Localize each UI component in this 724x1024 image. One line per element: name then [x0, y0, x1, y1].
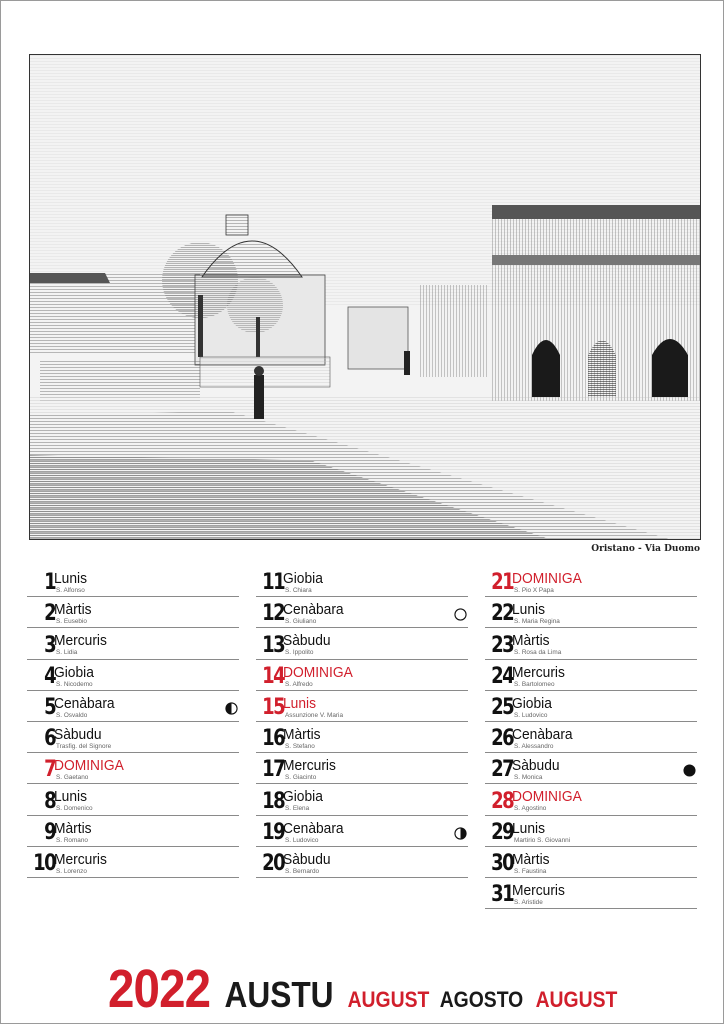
weekday-name: Mercuris [54, 632, 107, 650]
month-label-sardinian: AUSTU [224, 974, 334, 1015]
saint-name: S. Eusebio [56, 618, 87, 626]
weekday-name: Lunis [283, 694, 316, 712]
saint-name: S. Ludovico [514, 711, 548, 719]
saint-name: S. Alessandro [514, 742, 554, 750]
weekday-name: Lunis [54, 788, 87, 806]
weekday-name: Mercuris [283, 757, 336, 775]
weekday-name: DOMINIGA [283, 663, 353, 681]
day-number: 10 [33, 850, 55, 876]
weekday-name: Màrtis [54, 819, 92, 837]
day-number: 11 [262, 570, 284, 596]
day-row [256, 628, 468, 659]
weekday-name: Màrtis [512, 632, 550, 650]
day-number: 19 [262, 819, 284, 845]
year-label: 2022 [108, 959, 211, 1019]
day-row [485, 660, 697, 691]
day-row [485, 816, 697, 847]
weekday-name: Mercuris [512, 881, 565, 899]
photo-caption: Oristano - Via Duomo [591, 544, 700, 554]
weekday-name: Giobia [283, 788, 323, 806]
day-row [485, 847, 697, 878]
weekday-name: Màrtis [512, 850, 550, 868]
weekday-name: Sàbudu [54, 725, 102, 743]
day-number: 2 [44, 601, 55, 627]
day-number: 20 [262, 850, 284, 876]
day-number: 31 [491, 882, 513, 908]
saint-name: S. Lidia [56, 649, 78, 657]
weekday-name: Giobia [283, 570, 323, 587]
day-number: 6 [44, 726, 55, 752]
weekday-name: DOMINIGA [512, 788, 582, 806]
day-row [485, 628, 697, 659]
day-row [256, 660, 468, 691]
saint-name: S. Bartolomeo [514, 680, 555, 688]
weekday-name: Giobia [54, 663, 94, 681]
day-number: 1 [44, 570, 55, 596]
weekday-name: DOMINIGA [512, 570, 582, 587]
day-number: 30 [491, 850, 513, 876]
day-number: 25 [491, 694, 513, 720]
engraving-illustration [29, 54, 701, 540]
weekday-name: Mercuris [512, 663, 565, 681]
day-number: 16 [262, 726, 284, 752]
day-number: 26 [491, 726, 513, 752]
month-title [0, 958, 724, 1020]
day-column-3 [485, 566, 697, 909]
weekday-name: Lunis [512, 819, 545, 837]
day-number: 22 [491, 601, 513, 627]
day-number: 24 [491, 663, 513, 689]
day-number: 12 [262, 601, 284, 627]
weekday-name: Mercuris [54, 850, 107, 868]
day-row [256, 847, 468, 878]
saint-name: S. Agostino [514, 805, 547, 813]
month-label-german: AUGUST [535, 987, 618, 1012]
weekday-name: Giobia [512, 694, 552, 712]
saint-name: S. Osvaldo [56, 711, 88, 719]
saint-name: S. Giacinto [285, 774, 317, 782]
saint-name: S. Ippolito [285, 649, 314, 657]
day-row [27, 847, 239, 878]
month-label-english: AUGUST [347, 987, 430, 1012]
saint-name: S. Maria Regina [514, 618, 560, 626]
saint-name: S. Pio X Papa [514, 587, 554, 594]
saint-name: S. Giuliano [285, 618, 317, 626]
month-label-italian: AGOSTO [439, 987, 523, 1012]
day-row [485, 753, 697, 784]
day-row [27, 597, 239, 628]
weekday-name: Lunis [512, 601, 545, 619]
saint-name: S. Ludovico [285, 836, 319, 844]
day-number: 17 [262, 757, 284, 783]
weekday-name: Cenàbara [512, 725, 573, 743]
saint-name: S. Aristide [514, 898, 543, 906]
saint-name: S. Domenico [56, 805, 93, 813]
day-row [485, 566, 697, 597]
weekday-name: Màrtis [54, 601, 92, 619]
saint-name: S. Romano [56, 836, 88, 844]
day-row [485, 597, 697, 628]
day-number: 7 [44, 757, 55, 783]
day-row [27, 722, 239, 753]
day-row [27, 784, 239, 815]
day-number: 29 [491, 819, 513, 845]
day-number: 8 [44, 788, 55, 814]
day-row [485, 878, 697, 909]
day-number: 28 [491, 788, 513, 814]
day-row [485, 691, 697, 722]
saint-name: S. Rosa da Lima [514, 649, 562, 657]
day-number: 15 [262, 694, 284, 720]
day-number: 18 [262, 788, 284, 814]
saint-name: S. Alfredo [285, 680, 313, 688]
new-moon-icon [683, 762, 696, 775]
day-row [256, 691, 468, 722]
saint-name: S. Elena [285, 805, 310, 813]
last-quarter-moon-icon [454, 825, 467, 838]
weekday-name: Sàbudu [283, 632, 331, 650]
saint-name: S. Nicodemo [56, 680, 93, 688]
saint-name: Trasfig. del Signore [56, 742, 112, 750]
day-row [256, 597, 468, 628]
day-number: 4 [44, 663, 55, 689]
full-moon-icon [454, 606, 467, 619]
weekday-name: DOMINIGA [54, 757, 124, 775]
day-row [27, 660, 239, 691]
day-number: 21 [491, 570, 513, 596]
day-number: 27 [491, 757, 513, 783]
day-row [256, 753, 468, 784]
saint-name: Assunzione V. Maria [285, 711, 344, 719]
day-row [27, 816, 239, 847]
saint-name: S. Monica [514, 774, 543, 782]
day-row [27, 566, 239, 597]
day-row [27, 691, 239, 722]
day-number: 9 [44, 819, 55, 845]
day-row [256, 566, 468, 597]
saint-name: S. Bernardo [285, 867, 320, 875]
day-row [256, 784, 468, 815]
day-number: 5 [44, 694, 55, 720]
weekday-name: Sàbudu [512, 757, 560, 775]
weekday-name: Lunis [54, 570, 87, 587]
day-number: 23 [491, 632, 513, 658]
saint-name: S. Stefano [285, 742, 315, 750]
day-number: 3 [44, 632, 55, 658]
day-number: 14 [262, 663, 284, 689]
saint-name: S. Faustina [514, 867, 547, 875]
day-row [256, 816, 468, 847]
saint-name: S. Alfonso [56, 587, 85, 594]
day-column-2 [256, 566, 468, 878]
saint-name: S. Lorenzo [56, 867, 87, 875]
weekday-name: Sàbudu [283, 850, 331, 868]
day-row [27, 628, 239, 659]
weekday-name: Cenàbara [283, 601, 344, 619]
day-number: 13 [262, 632, 284, 658]
weekday-name: Màrtis [283, 725, 321, 743]
weekday-name: Cenàbara [283, 819, 344, 837]
day-column-1 [27, 566, 239, 878]
day-row [485, 784, 697, 815]
saint-name: Martirio S. Giovanni [514, 836, 571, 844]
day-row [256, 722, 468, 753]
day-row [27, 753, 239, 784]
weekday-name: Cenàbara [54, 694, 115, 712]
first-quarter-moon-icon [225, 700, 238, 713]
day-row [485, 722, 697, 753]
saint-name: S. Gaetano [56, 774, 89, 782]
saint-name: S. Chiara [285, 587, 312, 594]
